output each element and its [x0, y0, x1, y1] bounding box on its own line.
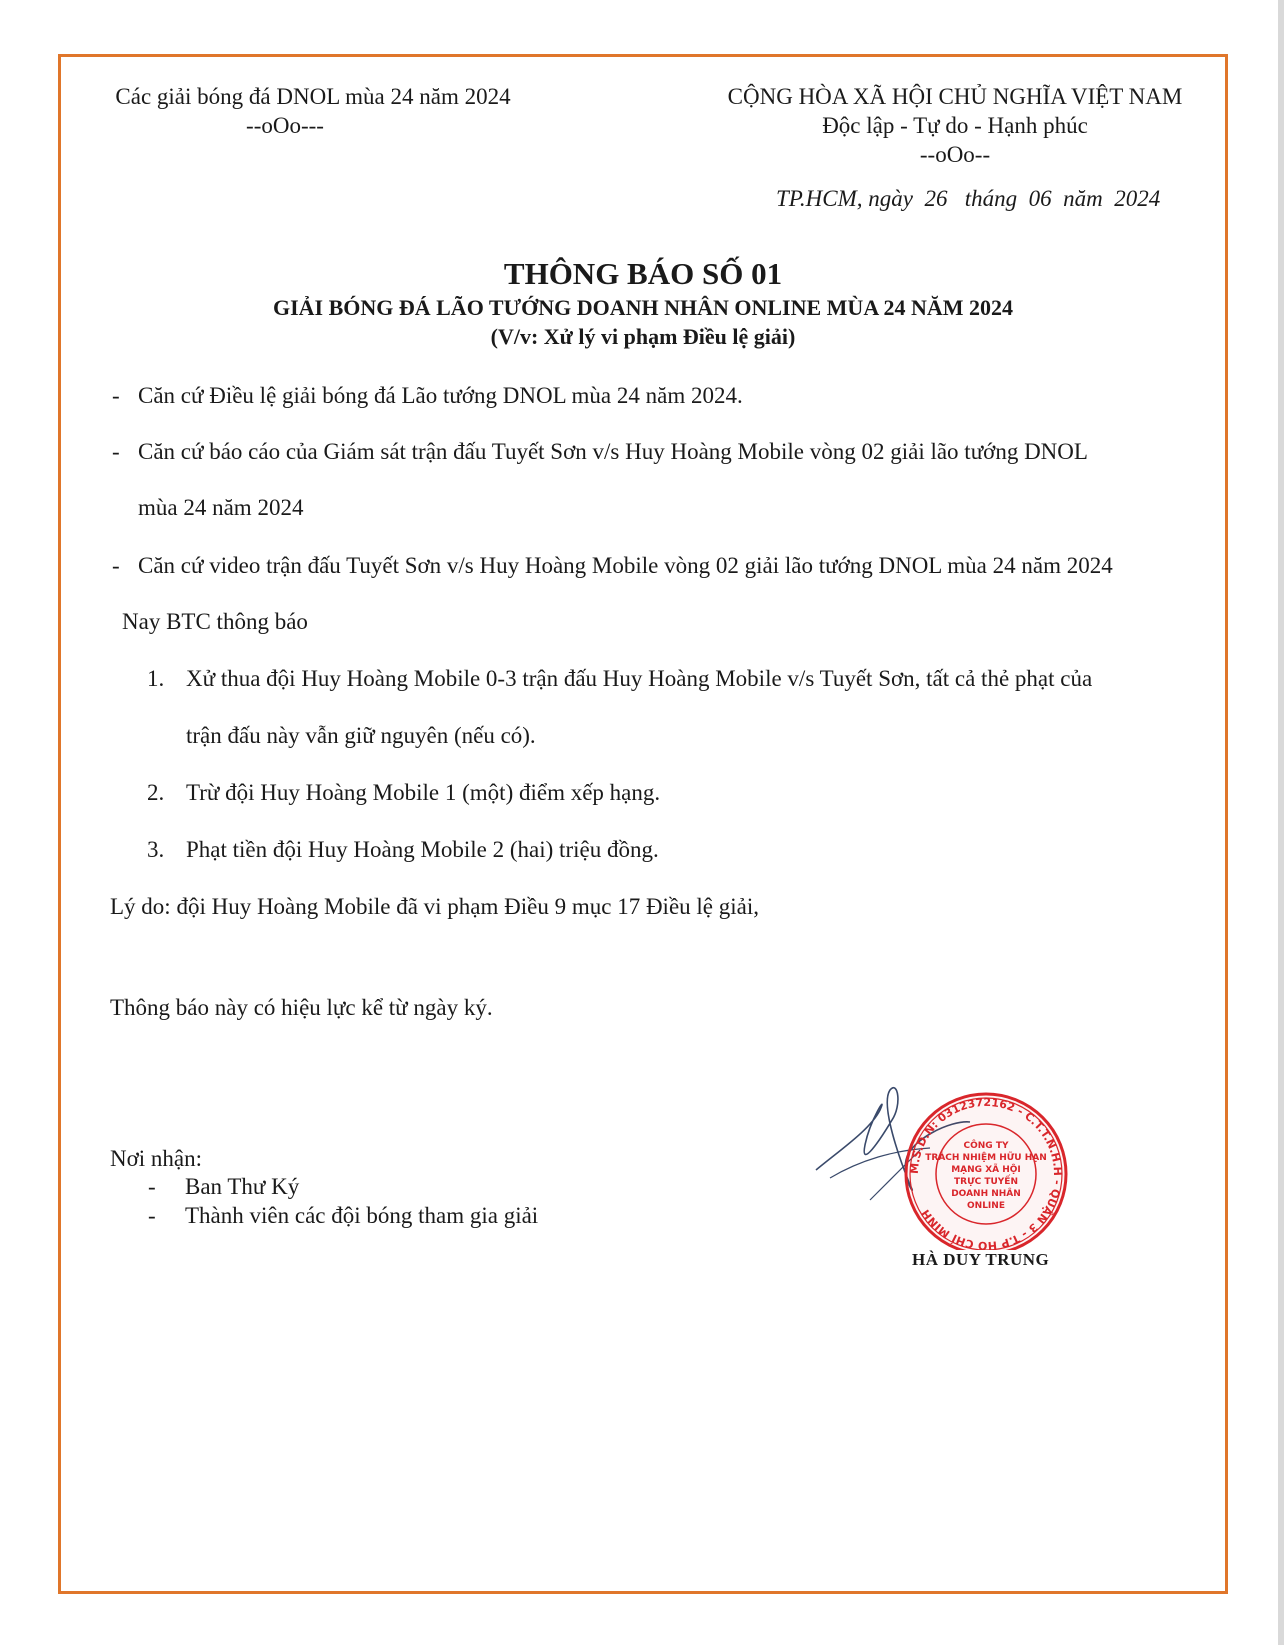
stamp-center-line: ONLINE [967, 1201, 1005, 1211]
decision-2: Trừ đội Huy Hoàng Mobile 1 (một) điểm xếp hạng. [186, 780, 661, 805]
basis-item-1: Căn cứ Điều lệ giải bóng đá Lão tướng DNOL mùa 24 năm 2024. [138, 383, 743, 408]
place-date-line: TP.HCM, ngày 26 tháng 06 năm 2024 [776, 186, 1161, 211]
basis-item-2-line-1: Căn cứ báo cáo của Giám sát trận đấu Tuyết Sơn v/s Huy Hoàng Mobile vòng 02 giải lão tướng DNOL [138, 439, 1088, 464]
decision-3: Phạt tiền đội Huy Hoàng Mobile 2 (hai) triệu đồng. [186, 837, 659, 862]
bullet-dash: - [112, 553, 120, 578]
national-motto: Độc lập - Tự do - Hạnh phúc [822, 113, 1088, 138]
recipient-1: Ban Thư Ký [185, 1174, 300, 1199]
recipient-2: Thành viên các đội bóng tham gia giải [185, 1203, 539, 1228]
bullet-dash: - [148, 1203, 156, 1228]
signer-name: HÀ DUY TRUNG [912, 1250, 1050, 1269]
stamp-center-line: TRÁCH NHIỆM HỮU HẠN [925, 1153, 1047, 1163]
decision-number-2: 2. [147, 780, 165, 805]
stamp-center-line: MẠNG XÃ HỘI [951, 1165, 1021, 1175]
effective-date-text: Thông báo này có hiệu lực kể từ ngày ký. [110, 995, 493, 1020]
svg-text:M.S.D.N: 0312372162 - C.T.T.N.: M.S.D.N: 0312372162 - C.T.T.N.H.H - QUẬN 3 - T.P HỒ CHÍ MINH [907, 1095, 1065, 1250]
reason-text: Lý do: đội Huy Hoàng Mobile đã vi phạm Điều 9 mục 17 Điều lệ giải, [110, 894, 759, 919]
decision-1-line-1: Xử thua đội Huy Hoàng Mobile 0-3 trận đấu Huy Hoàng Mobile v/s Tuyết Sơn, tất cả thẻ phạt của [186, 666, 1093, 691]
stamp-center-line: TRỰC TUYẾN [954, 1177, 1018, 1187]
stamp-center-line: DOANH NHÂN [951, 1189, 1021, 1199]
national-title: CỘNG HÒA XÃ HỘI CHỦ NGHĨA VIỆT NAM [727, 84, 1183, 109]
bullet-dash: - [112, 383, 120, 408]
bullet-dash: - [148, 1174, 156, 1199]
basis-item-3: Căn cứ video trận đấu Tuyết Sơn v/s Huy Hoàng Mobile vòng 02 giải lão tướng DNOL mùa 24 năm 2024 [138, 553, 1113, 578]
bullet-dash: - [112, 439, 120, 464]
recipients-label: Nơi nhận: [110, 1146, 203, 1171]
company-seal-icon [906, 1094, 1066, 1250]
right-separator: --oOo-- [919, 142, 991, 167]
basis-item-2-line-2: mùa 24 năm 2024 [138, 495, 304, 520]
official-stamp-and-signature [810, 1050, 1090, 1250]
left-separator: --oOo--- [246, 113, 324, 138]
stamp-center-line: CÔNG TY [963, 1141, 1009, 1151]
decision-number-3: 3. [147, 837, 165, 862]
decision-1-line-2: trận đấu này vẫn giữ nguyên (nếu có). [186, 723, 536, 748]
issuing-organization: Các giải bóng đá DNOL mùa 24 năm 2024 [115, 84, 511, 109]
stamp-graphic [810, 1050, 1090, 1250]
document-title: THÔNG BÁO SỐ 01 [503, 256, 783, 291]
announce-intro: Nay BTC thông báo [122, 609, 308, 634]
document-subtitle: GIẢI BÓNG ĐÁ LÃO TƯỚNG DOANH NHÂN ONLINE MÙA 24 NĂM 2024 [272, 295, 1014, 320]
document-subject: (V/v: Xử lý vi phạm Điều lệ giải) [490, 324, 796, 349]
decision-number-1: 1. [147, 666, 165, 691]
